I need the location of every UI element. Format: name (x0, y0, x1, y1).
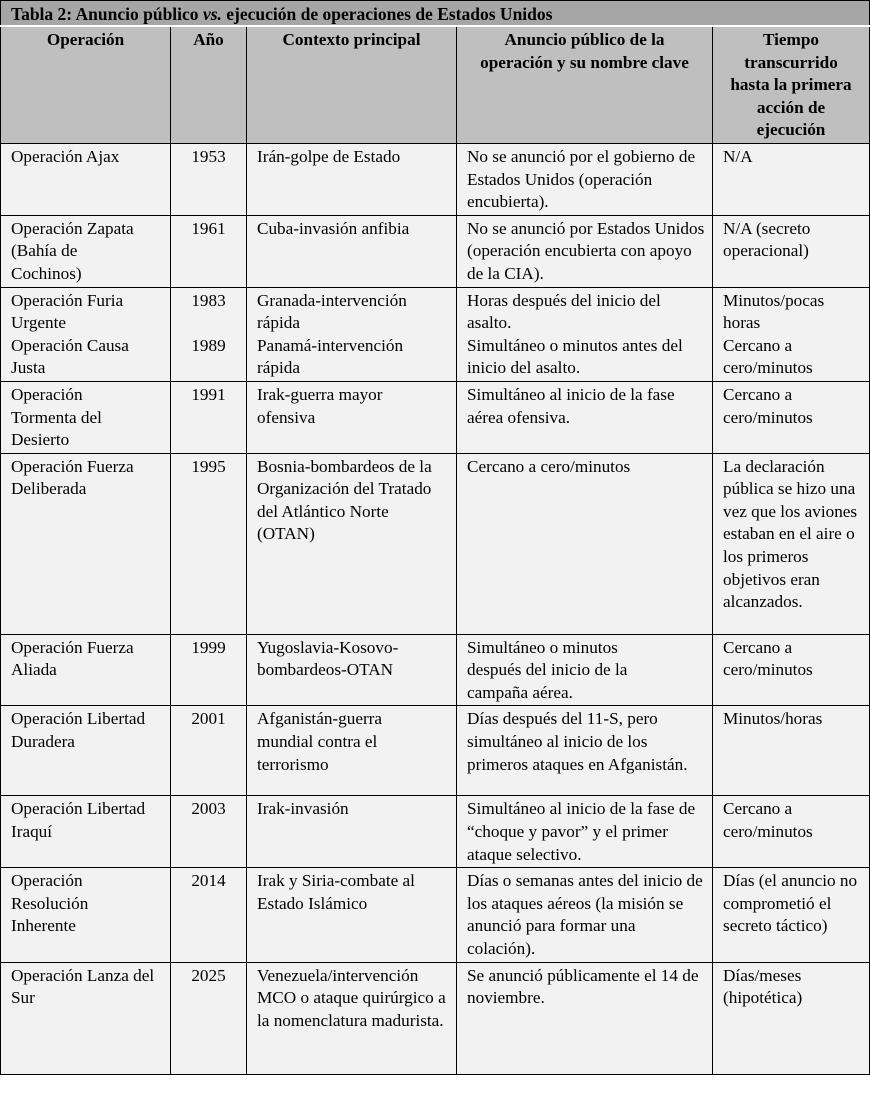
cell-announcement-a: Horas después del inicio del asalto. (467, 290, 661, 333)
cell-time: Cercano a cero/minutos (713, 381, 870, 453)
cell-time: N/A (secreto operacional) (713, 215, 870, 287)
header-context: Contexto principal (247, 26, 457, 143)
table-row (1, 868, 870, 962)
cell-operation: Operación Libertad Iraquí (1, 796, 171, 868)
cell-year: 1961 (171, 215, 247, 287)
cell-context: Irak-guerra mayor ofensiva (247, 381, 457, 453)
cell-announcement (457, 287, 713, 381)
header-year: Año (171, 26, 247, 143)
table-row (1, 143, 870, 215)
cell-announcement: No se anunció por el gobierno de Estados Unidos (operación encubierta). (457, 143, 713, 215)
cell-time-a: Minutos/pocas horas (723, 290, 825, 333)
cell-year: 1999 (171, 634, 247, 706)
cell-operation: Operación Resolución Inherente (1, 868, 171, 962)
cell-announcement: Simultáneo al inicio de la fase aérea ofensiva. (457, 381, 713, 453)
cell-context: Venezuela/intervención MCO o ataque quirúrgico a la nomenclatura madurista. (247, 962, 457, 1074)
table-header-row (1, 26, 870, 143)
cell-operation: Operación Fuerza Aliada (1, 634, 171, 706)
title-after: ejecución de operaciones de Estados Unidos (221, 4, 553, 24)
cell-operation: Operación Zapata (Bahía de Cochinos) (1, 215, 171, 287)
cell-year (171, 287, 247, 381)
title-italic: vs. (202, 4, 222, 24)
cell-time: Cercano a cero/minutos (713, 634, 870, 706)
cell-announcement: Simultáneo al inicio de la fase de “choque y pavor” y el primer ataque selectivo. (457, 796, 713, 868)
cell-context: Afganistán-guerra mundial contra el terrorismo (247, 706, 457, 796)
cell-operation-b: Operación Causa Justa (11, 335, 129, 378)
cell-announcement: Días después del 11-S, pero simultáneo al inicio de los primeros ataques en Afganistán. (457, 706, 713, 796)
table-row (1, 453, 870, 634)
header-time: Tiempo transcurrido hasta la primera acción de ejecución (713, 26, 870, 143)
cell-year: 2025 (171, 962, 247, 1074)
cell-context: Irán-golpe de Estado (247, 143, 457, 215)
table-row (1, 706, 870, 796)
cell-context: Irak-invasión (247, 796, 457, 868)
cell-time: Minutos/horas (713, 706, 870, 796)
cell-year: 1953 (171, 143, 247, 215)
table-row (1, 381, 870, 453)
table-row (1, 962, 870, 1074)
cell-context-b: Panamá-intervención rápida (257, 335, 404, 378)
header-announcement: Anuncio público de la operación y su nombre clave (457, 26, 713, 143)
cell-context: Yugoslavia-Kosovo-bombardeos-OTAN (247, 634, 457, 706)
cell-announcement-b: Simultáneo o minutos antes del inicio del asalto. (467, 335, 683, 378)
cell-year-a: 1983 (191, 290, 226, 310)
table-title (1, 1, 870, 27)
header-operation: Operación (1, 26, 171, 143)
cell-context: Cuba-invasión anfibia (247, 215, 457, 287)
cell-announcement: Se anunció públicamente el 14 de noviembre. (457, 962, 713, 1074)
title-before: Tabla 2: Anuncio público (11, 4, 203, 24)
cell-context: Irak y Siria-combate al Estado Islámico (247, 868, 457, 962)
table-row (1, 634, 870, 706)
cell-operation-a: Operación Furia Urgente (11, 290, 124, 333)
cell-operation: Operación Libertad Duradera (1, 706, 171, 796)
cell-time: N/A (713, 143, 870, 215)
cell-context (247, 287, 457, 381)
cell-announcement: No se anunció por Estados Unidos (operación encubierta con apoyo de la CIA). (457, 215, 713, 287)
cell-time: Cercano a cero/minutos (713, 796, 870, 868)
cell-operation (1, 287, 171, 381)
cell-year: 1991 (171, 381, 247, 453)
cell-operation: Operación Ajax (1, 143, 171, 215)
table-row (1, 215, 870, 287)
cell-operation: Operación Tormenta del Desierto (1, 381, 171, 453)
cell-time-b: Cercano a cero/minutos (723, 335, 813, 378)
cell-operation: Operación Lanza del Sur (1, 962, 171, 1074)
cell-year: 1995 (171, 453, 247, 634)
cell-announcement: Cercano a cero/minutos (457, 453, 713, 634)
cell-announcement: Días o semanas antes del inicio de los ataques aéreos (la misión se anunció para formar una colación). (457, 868, 713, 962)
table-row (1, 287, 870, 381)
cell-announcement: Simultáneo o minutos después del inicio de la campaña aérea. (457, 634, 713, 706)
table-row (1, 796, 870, 868)
cell-context: Bosnia-bombardeos de la Organización del Tratado del Atlántico Norte (OTAN) (247, 453, 457, 634)
cell-year: 2003 (171, 796, 247, 868)
cell-year: 2014 (171, 868, 247, 962)
cell-time (713, 287, 870, 381)
cell-context-a: Granada-intervención rápida (257, 290, 407, 333)
cell-time: Días/meses (hipotética) (713, 962, 870, 1074)
cell-time: La declaración pública se hizo una vez que los aviones estaban en el aire o los primeros objetivos eran alcanzados. (713, 453, 870, 634)
cell-year-b: 1989 (191, 335, 226, 355)
table-title-row (1, 1, 870, 27)
cell-year: 2001 (171, 706, 247, 796)
cell-time: Días (el anuncio no comprometió el secreto táctico) (713, 868, 870, 962)
cell-operation: Operación Fuerza Deliberada (1, 453, 171, 634)
